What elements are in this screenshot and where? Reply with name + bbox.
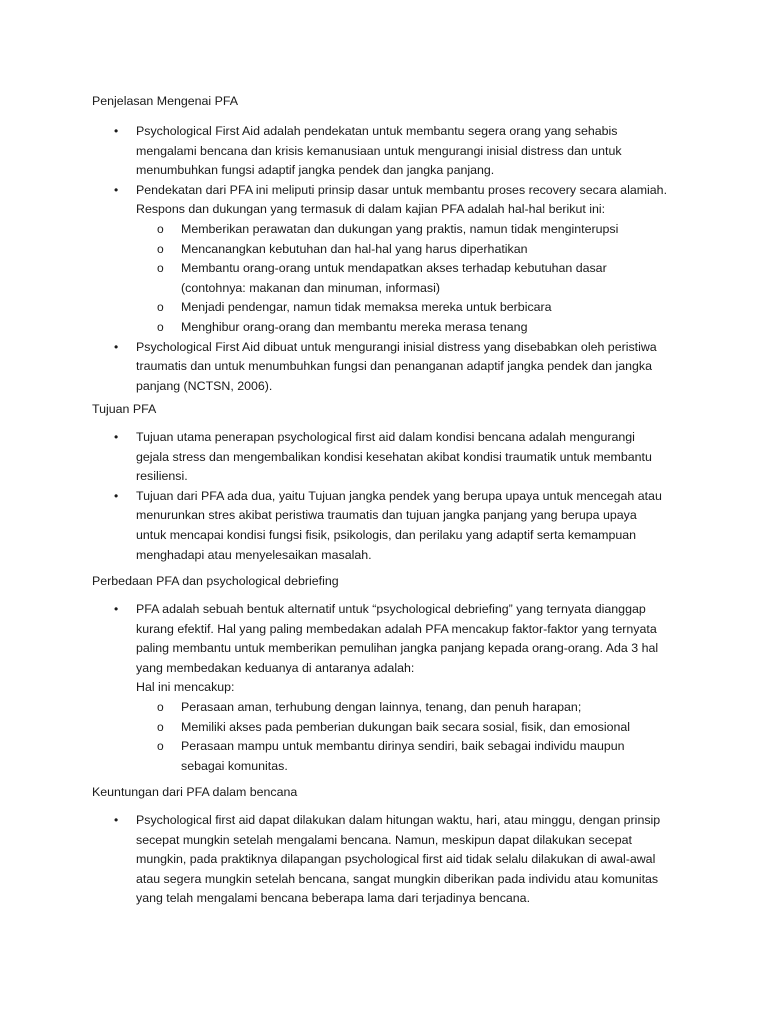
sub-bullet-marker: o bbox=[157, 719, 164, 734]
bullet-marker: • bbox=[114, 339, 119, 354]
sub-list-item bbox=[136, 298, 668, 318]
sub-list bbox=[136, 698, 668, 776]
text-line: yang telah mengalami bencana beberapa lama dari terjadinya bencana. bbox=[136, 891, 531, 906]
text-line: Psychological First Aid dibuat untuk mengurangi inisial distress yang disebabkan oleh peristiwa bbox=[136, 339, 657, 354]
list-item bbox=[0, 122, 768, 181]
list-item-text bbox=[136, 487, 668, 565]
sub-bullet-marker: o bbox=[157, 319, 164, 334]
text-line: Tujuan utama penerapan psychological first aid dalam kondisi bencana adalah mengurangi bbox=[136, 430, 635, 444]
text-line: Menjadi pendengar, namun tidak memaksa mereka untuk berbicara bbox=[181, 300, 552, 315]
text-line: kurang efektif. Hal yang paling membedakan adalah PFA mencakup faktor-faktor yang ternyata bbox=[136, 621, 657, 636]
section-heading-tujuan: Tujuan PFA bbox=[92, 402, 157, 416]
sub-bullet-marker: o bbox=[157, 261, 164, 276]
list-item bbox=[0, 600, 768, 776]
text-line: menghadapi atau menyelesaikan masalah. bbox=[136, 547, 372, 562]
bullet-list-tujuan bbox=[0, 428, 768, 565]
text-line: Psychological first aid dapat dilakukan dalam hitungan waktu, hari, atau minggu, dengan prinsip bbox=[136, 813, 661, 827]
list-item-text bbox=[136, 811, 668, 909]
text-line: Membantu orang-orang untuk mendapatkan akses terhadap kebutuhan dasar bbox=[181, 261, 607, 276]
bullet-marker: • bbox=[114, 182, 119, 197]
sub-list-item bbox=[136, 220, 668, 240]
text-line: untuk mencapai kondisi fungsi fisik, psikologis, dan perilaku yang adaptif serta kemampuan bbox=[136, 527, 637, 542]
sub-bullet-marker: o bbox=[157, 300, 164, 315]
text-line: resiliensi. bbox=[136, 469, 188, 484]
bullet-list-keuntungan bbox=[0, 811, 768, 909]
sub-list-item bbox=[136, 718, 668, 738]
text-line: menumbuhkan fungsi adaptif jangka pendek dan jangka panjang. bbox=[136, 163, 495, 178]
sub-list-item bbox=[136, 698, 668, 718]
text-line: Mencanangkan kebutuhan dan hal-hal yang harus diperhatikan bbox=[181, 241, 528, 256]
text-line: sebagai komunitas. bbox=[181, 758, 288, 773]
bullet-marker: • bbox=[114, 430, 119, 444]
text-line: Hal ini mencakup: bbox=[136, 680, 235, 695]
text-line: mungkin, pada praktiknya dilapangan psychological first aid tidak selalu dilakukan di awal-awal bbox=[136, 852, 656, 867]
section-heading-keuntungan: Keuntungan dari PFA dalam bencana bbox=[92, 785, 298, 799]
list-item bbox=[0, 181, 768, 338]
sub-bullet-marker: o bbox=[157, 699, 164, 714]
text-line: Memberikan perawatan dan dukungan yang praktis, namun tidak menginterupsi bbox=[181, 221, 619, 236]
text-line: Perasaan mampu untuk membantu dirinya sendiri, baik sebagai individu maupun bbox=[181, 739, 625, 754]
section-heading-perbedaan: Perbedaan PFA dan psychological debriefing bbox=[92, 574, 339, 588]
sub-bullet-marker: o bbox=[157, 241, 164, 256]
list-item bbox=[0, 428, 768, 487]
text-line: menurunkan stres akibat peristiwa traumatis dan tujuan jangka panjang yang berupa upaya bbox=[136, 508, 637, 523]
text-line: yang membedakan keduanya di antaranya adalah: bbox=[136, 660, 415, 675]
text-line: traumatis dan untuk menumbuhkan fungsi dan penanganan adaptif jangka pendek dan jangka bbox=[136, 359, 652, 374]
list-item bbox=[0, 811, 768, 909]
text-line: paling membantu untuk memberikan pemulihan jangka panjang kepada orang-orang. Ada 3 hal bbox=[136, 641, 659, 656]
sub-list-item bbox=[136, 240, 668, 260]
text-line: Perasaan aman, terhubung dengan lainnya, tenang, dan penuh harapan; bbox=[181, 699, 582, 714]
list-item-text bbox=[136, 122, 668, 181]
sub-bullet-marker: o bbox=[157, 221, 164, 236]
text-line: Psychological First Aid adalah pendekatan untuk membantu segera orang yang sehabis bbox=[136, 124, 618, 138]
bullet-list-perbedaan bbox=[0, 600, 768, 776]
section-heading-penjelasan: Penjelasan Mengenai PFA bbox=[92, 94, 239, 108]
text-line: secepat mungkin setelah mengalami bencana. Namun, meskipun dapat dilakukan secepat bbox=[136, 832, 632, 847]
text-line: Memiliki akses pada pemberian dukungan baik secara sosial, fisik, dan emosional bbox=[181, 719, 631, 734]
list-item bbox=[0, 487, 768, 565]
bullet-marker: • bbox=[114, 813, 119, 827]
text-line: Respons dan dukungan yang termasuk di dalam kajian PFA adalah hal-hal berikut ini: bbox=[136, 202, 606, 217]
list-item-text bbox=[136, 338, 668, 397]
text-line: atau segera mungkin setelah bencana, sangat mungkin diberikan pada individu atau komunitas bbox=[136, 871, 659, 886]
sub-list-item bbox=[136, 737, 668, 776]
text-line: PFA adalah sebuah bentuk alternatif untuk “psychological debriefing” yang ternyata dianggap bbox=[136, 602, 646, 616]
sub-list bbox=[136, 220, 668, 338]
text-line: mengalami bencana dan krisis kemanusiaan untuk mengurangi inisial distress dan untuk bbox=[136, 143, 622, 158]
text-line: Tujuan dari PFA ada dua, yaitu Tujuan jangka pendek yang berupa upaya untuk mencegah atau bbox=[136, 488, 662, 503]
text-line: Menghibur orang-orang dan membantu mereka merasa tenang bbox=[181, 319, 528, 334]
bullet-list-penjelasan bbox=[0, 122, 768, 396]
text-line: panjang (NCTSN, 2006). bbox=[136, 378, 273, 393]
text-line: (contohnya: makanan dan minuman, informasi) bbox=[181, 280, 440, 295]
text-line: Pendekatan dari PFA ini meliputi prinsip dasar untuk membantu proses recovery secara alamiah. bbox=[136, 182, 668, 197]
sub-list-item bbox=[136, 318, 668, 338]
text-line: gejala stress dan mengembalikan kondisi kesehatan akibat kondisi traumatik untuk membantu bbox=[136, 449, 652, 464]
list-item bbox=[0, 338, 768, 397]
list-item-text bbox=[136, 600, 668, 698]
list-item-text bbox=[136, 181, 668, 220]
bullet-marker: • bbox=[114, 602, 119, 616]
bullet-marker: • bbox=[114, 488, 119, 503]
bullet-marker: • bbox=[114, 124, 119, 138]
sub-bullet-marker: o bbox=[157, 739, 164, 754]
sub-list-item bbox=[136, 259, 668, 298]
list-item-text bbox=[136, 428, 668, 487]
